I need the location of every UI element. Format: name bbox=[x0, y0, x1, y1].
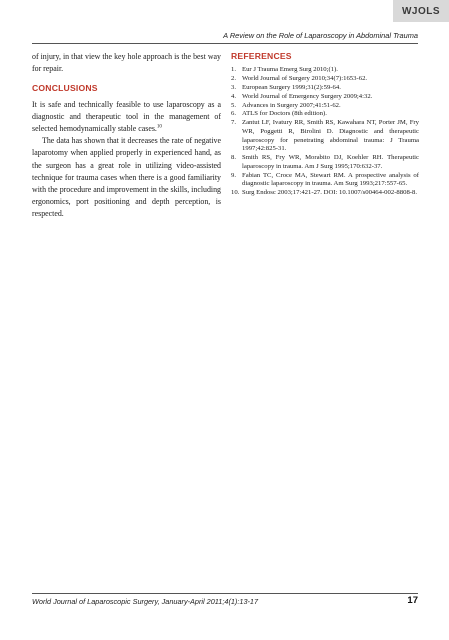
reference-text: ATLS for Doctors (8th edition). bbox=[242, 110, 327, 118]
reference-text: World Journal of Emergency Surgery 2009;4:32. bbox=[242, 92, 373, 100]
reference-text: Surg Endosc 2003;17:421-27. DOI: 10.1007/s00464-002-8808-8. bbox=[242, 188, 418, 196]
journal-badge: WJOLS bbox=[393, 0, 449, 22]
reference-item bbox=[231, 66, 419, 75]
reference-text: Eur J Trauma Emerg Surg 2010;(1). bbox=[242, 66, 338, 73]
reference-number: 4. bbox=[231, 92, 237, 100]
reference-text: Zantut LF, Ivatury RR, Smith RS, Kawahara NT, Porter JM, Fry WR, Poggetti R, Birolini D. Diagnostic and therapeutic laparoscopy for penetrating abdominal trauma: J Trauma 1997;42:825-31. bbox=[242, 119, 419, 153]
reference-number: 6. bbox=[231, 110, 237, 118]
reference-item bbox=[231, 154, 419, 171]
conclusions-paragraph-1 bbox=[32, 99, 221, 136]
footer-divider bbox=[32, 593, 418, 594]
references-heading: REFERENCES bbox=[231, 51, 292, 61]
references-list bbox=[231, 66, 419, 198]
reference-number: 5. bbox=[231, 101, 237, 109]
conclusions-paragraph-2: The data has shown that it decreases the rate of negative laparotomy when applied properly in experienced hand, as the surgeon has a great role in utilizing video-assisted technique for trauma cases when there is a good familiarity with the procedure and improvement in the skills, including ergonomics, port positioning and depth perception, is respected. bbox=[32, 136, 221, 219]
header-divider bbox=[32, 43, 418, 44]
intro-paragraph: of injury, in that view the key hole approach is the best way for repair. bbox=[32, 52, 221, 74]
reference-number: 3. bbox=[231, 83, 237, 91]
conclusions-paragraph-1-text: It is safe and technically feasible to use laparoscopy as a diagnostic and therapeutic tool in the management of selected hemodynamically stable cases. bbox=[32, 99, 221, 134]
reference-number: 2. bbox=[231, 74, 237, 82]
running-head: A Review on the Role of Laparoscopy in Abdominal Trauma bbox=[223, 31, 418, 40]
reference-item bbox=[231, 119, 419, 153]
reference-text: European Surgery 1999;31(2):59-64. bbox=[242, 83, 341, 91]
footer-journal-citation: World Journal of Laparoscopic Surgery, January-April 2011;4(1):13-17 bbox=[32, 597, 259, 606]
reference-item bbox=[231, 189, 419, 198]
reference-item bbox=[231, 93, 419, 102]
reference-text: World Journal of Surgery 2010;34(7):1653-62. bbox=[242, 74, 368, 82]
reference-number: 9. bbox=[231, 171, 237, 179]
left-column bbox=[32, 51, 221, 221]
reference-item bbox=[231, 172, 419, 189]
reference-text: Advances in Surgery 2007;41:51-62. bbox=[242, 101, 341, 109]
reference-item bbox=[231, 84, 419, 93]
right-column bbox=[231, 51, 419, 198]
reference-item bbox=[231, 110, 419, 119]
reference-item bbox=[231, 102, 419, 111]
conclusions-heading: CONCLUSIONS bbox=[32, 83, 98, 94]
reference-number: 7. bbox=[231, 119, 237, 127]
reference-text: Fabian TC, Croce MA, Stewart RM. A prospective analysis of diagnostic laparoscopy in trauma. Am Surg 1993;217:557-65. bbox=[242, 171, 419, 188]
reference-number: 10. bbox=[231, 188, 240, 196]
reference-number: 1. bbox=[231, 66, 237, 73]
page-number: 17 bbox=[407, 595, 418, 606]
reference-text: Smith RS, Fry WR, Morabito DJ, Koehler RH. Therapeutic laparoscopy in trauma. Am J Surg 1995;170:632-37. bbox=[242, 154, 419, 170]
citation-superscript: 10 bbox=[156, 124, 162, 130]
reference-item bbox=[231, 75, 419, 84]
reference-number: 8. bbox=[231, 154, 237, 162]
